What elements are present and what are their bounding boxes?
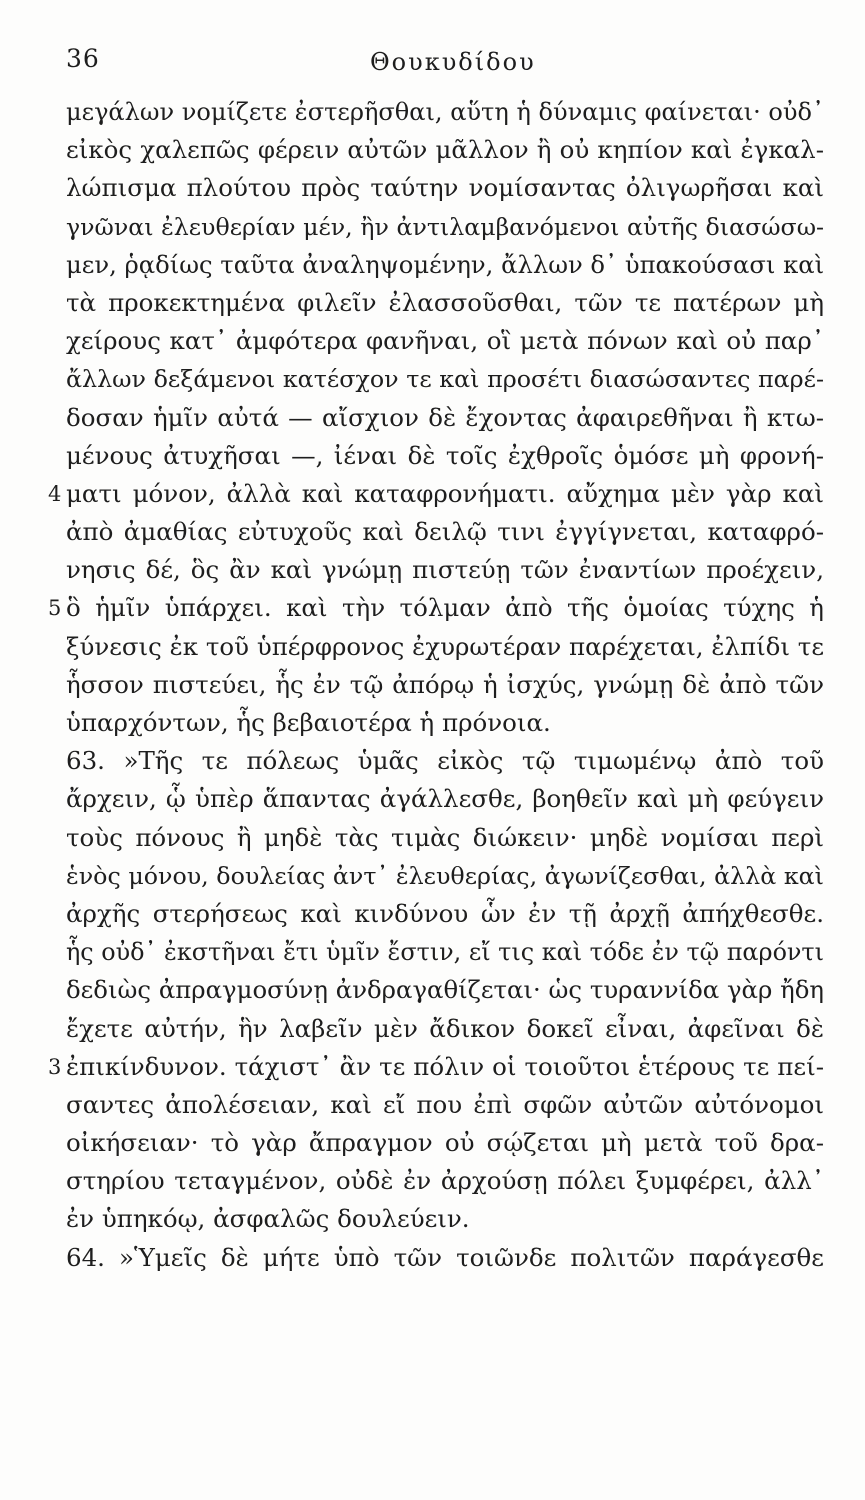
text-line (66, 513, 824, 551)
margin-section-number: 3 (48, 1054, 62, 1079)
line-text: ξύνεσις ἐκ τοῦ ὑπέρφρονος ἐχυρωτέραν παρέχεται, ἐλπίδι τε (66, 631, 824, 661)
text-line (66, 933, 824, 971)
running-head (0, 44, 865, 84)
line-text: ἔχετε αὐτήν, ἣν λαβεῖν μὲν ἄδικον δοκεῖ εἶναι, ἀφεῖναι δὲ (66, 1013, 824, 1043)
text-line (66, 1239, 824, 1277)
text-line (66, 1200, 824, 1238)
line-text: ἐπικίνδυνον. τάχιστ᾽ ἂν τε πόλιν οἱ τοιοῦτοι ἑτέρους τε πεί- (66, 1051, 824, 1081)
margin-section-number: 5 (48, 596, 62, 621)
text-line (66, 1010, 824, 1048)
line-text: ματι μόνον, ἀλλὰ καὶ καταφρονήματι. αὔχημα μὲν γὰρ καὶ (66, 478, 824, 508)
line-text: νησις δέ, ὃς ἂν καὶ γνώμῃ πιστεύῃ τῶν ἐναντίων προέχειν, (66, 555, 824, 585)
text-line (66, 169, 824, 207)
text-line (66, 819, 824, 857)
text-line (48, 1048, 824, 1086)
text-line (66, 246, 824, 284)
line-text: μεν, ῥᾳδίως ταῦτα ἀναληψομένην, ἄλλων δ᾽ ὑπακούσασι καὶ (66, 249, 825, 279)
line-text: σαντες ἀπολέσειαν, καὶ εἴ που ἐπὶ σφῶν αὐτῶν αὐτόνομοι (66, 1089, 824, 1119)
text-line (66, 742, 824, 780)
line-text: 64. »Ὑμεῖς δὲ μήτε ὑπὸ τῶν τοιῶνδε πολιτῶν παράγεσθε (66, 1242, 824, 1272)
text-line (66, 551, 824, 589)
text-line (66, 780, 824, 818)
text-line (66, 208, 824, 246)
text-line (66, 360, 824, 398)
text-line (66, 1162, 824, 1200)
margin-section-number: 4 (48, 481, 62, 506)
text-line (66, 284, 824, 322)
line-text: ἧσσον πιστεύει, ἧς ἐν τῷ ἀπόρῳ ἡ ἰσχύς, γνώμῃ δὲ ἀπὸ τῶν (66, 669, 824, 699)
text-line (66, 666, 824, 704)
text-line (66, 895, 824, 933)
line-text: ἄλλων δεξάμενοι κατέσχον τε καὶ προσέτι διασώσαντες παρέ- (66, 365, 824, 394)
line-text: οἰκήσειαν· τὸ γὰρ ἄπραγμον οὐ σῴζεται μὴ μετὰ τοῦ δρα- (66, 1128, 824, 1158)
line-text: τὰ προκεκτημένα φιλεῖν ἐλασσοῦσθαι, τῶν τε πατέρων μὴ (66, 287, 824, 317)
line-text: ἀπὸ ἀμαθίας εὐτυχοῦς καὶ δειλῷ τινι ἐγγίγνεται, καταφρό- (66, 517, 824, 547)
line-text: δοσαν ἡμῖν αὐτά — αἴσχιον δὲ ἔχοντας ἀφαιρεθῆναι ἢ κτω- (66, 402, 824, 432)
line-text: εἰκὸς χαλεπῶς φέρειν αὐτῶν μᾶλλον ἢ οὐ κηπίον καὶ ἐγκαλ- (66, 135, 824, 165)
text-line (66, 437, 824, 475)
text-line (48, 589, 824, 627)
line-text: ὑπαρχόντων, ἧς βεβαιοτέρα ἡ πρόνοια. (66, 708, 551, 737)
line-text: 63. »Τῆς τε πόλεως ὑμᾶς εἰκὸς τῷ τιμωμένῳ ἀπὸ τοῦ (66, 746, 824, 776)
line-text: στηρίου τεταγμένον, οὐδὲ ἐν ἀρχούσῃ πόλει ξυμφέρει, ἀλλ᾽ (66, 1166, 824, 1196)
line-text: μεγάλων νομίζετε ἐστερῆσθαι, αὕτη ἡ δύναμις φαίνεται· οὐδ᾽ (66, 98, 824, 126)
line-text: ἀρχῆς στερήσεως καὶ κινδύνου ὧν ἐν τῇ ἀρχῇ ἀπήχθεσθε. (66, 898, 824, 928)
line-text: χείρους κατ᾽ ἀμφότερα φανῆναι, οἳ μετὰ πόνων καὶ οὐ παρ᾽ (66, 326, 824, 356)
line-text: ὃ ἡμῖν ὑπάρχει. καὶ τὴν τόλμαν ἀπὸ τῆς ὁμοίας τύχης ἡ (66, 593, 824, 623)
line-text: ἑνὸς μόνου, δουλείας ἀντ᾽ ἐλευθερίας, ἀγωνίζεσθαι, ἀλλὰ καὶ (66, 861, 824, 890)
line-text: ἐν ὑπηκόῳ, ἀσφαλῶς δουλεύειν. (66, 1204, 470, 1234)
line-text: λώπισμα πλούτου πρὸς ταύτην νομίσαντας ὀλιγωρῆσαι καὶ (66, 173, 824, 203)
line-text: ἧς οὐδ᾽ ἐκστῆναι ἔτι ὑμῖν ἔστιν, εἴ τις καὶ τόδε ἐν τῷ παρόντι (66, 938, 824, 967)
text-line (66, 1124, 824, 1162)
text-line (66, 322, 824, 360)
text-line (66, 628, 824, 666)
line-text: μένους ἀτυχῆσαι —, ἰέναι δὲ τοῖς ἐχθροῖς ὁμόσε μὴ φρονή- (66, 440, 824, 470)
text-line (66, 704, 824, 742)
line-text: τοὺς πόνους ἢ μηδὲ τὰς τιμὰς διώκειν· μηδὲ νομίσαι περὶ (66, 822, 824, 852)
body-text (48, 93, 825, 1277)
running-title: Θουκυδίδου (370, 48, 536, 76)
text-line (66, 971, 824, 1009)
line-text: ἄρχειν, ᾧ ὑπὲρ ἅπαντας ἀγάλλεσθε, βοηθεῖν καὶ μὴ φεύγειν (66, 784, 824, 814)
text-line (48, 475, 824, 513)
text-line (66, 131, 824, 169)
text-line (66, 399, 824, 437)
text-line (66, 93, 824, 131)
page-number: 36 (66, 44, 100, 73)
line-text: δεδιὼς ἀπραγμοσύνῃ ἀνδραγαθίζεται· ὡς τυραννίδα γὰρ ἤδη (66, 975, 824, 1005)
line-text: γνῶναι ἐλευθερίαν μέν, ἢν ἀντιλαμβανόμενοι αὐτῆς διασώσω- (66, 212, 824, 241)
text-line (66, 857, 824, 895)
text-line (66, 1086, 824, 1124)
